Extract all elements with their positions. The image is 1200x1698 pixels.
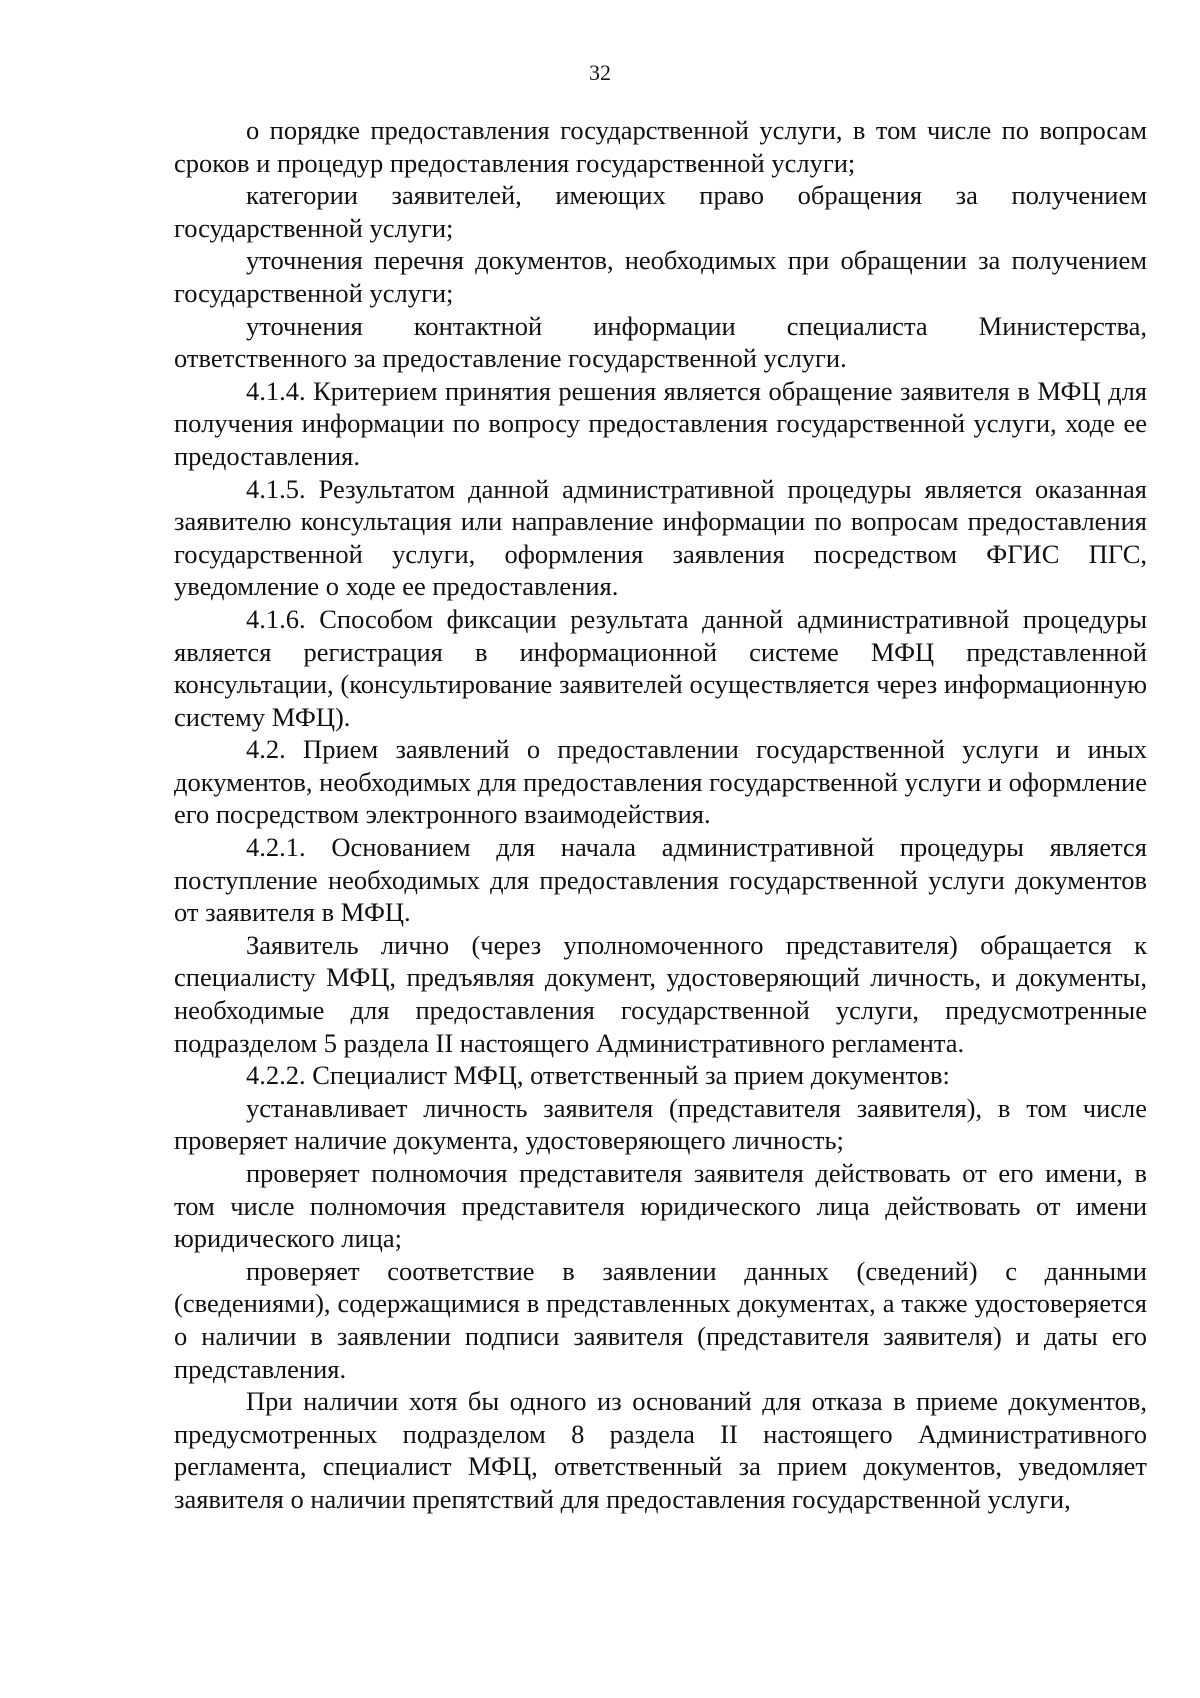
paragraph: проверяет соответствие в заявлении данных (сведений) с данными (сведениями), содержащимися в представленных документах, а также удостоверяется о наличии в заявлении подписи заявителя (представителя заявителя) и даты его представления. [174,1255,1147,1384]
page-number: 32 [589,60,611,85]
paragraph: проверяет полномочия представителя заявителя действовать от его имени, в том числе полномочия представителя юридического лица действовать от имени юридического лица; [174,1158,1147,1254]
paragraph: устанавливает личность заявителя (представителя заявителя), в том числе проверяет наличие документа, удостоверяющего личность; [174,1092,1147,1156]
paragraph: 4.1.5. Результатом данной административной процедуры является оказанная заявителю консультация или направление информации по вопросам предоставления государственной услуги, оформления заявления посредством ФГИС ПГС, уведомление о ходе ее предоставления. [174,473,1147,602]
paragraph: 4.1.4. Критерием принятия решения является обращение заявителя в МФЦ для получения информации по вопросу предоставления государственной услуги, ходе ее предоставления. [174,375,1147,471]
paragraph: уточнения контактной информации специалиста Министерства, ответственного за предоставление государственной услуги. [174,310,1147,374]
paragraph: о порядке предоставления государственной услуги, в том числе по вопросам сроков и процедур предоставления государственной услуги; [174,115,1147,178]
paragraph: 4.2.2. Специалист МФЦ, ответственный за прием документов: [246,1060,950,1091]
paragraph: 4.2. Прием заявлений о предоставлении государственной услуги и иных документов, необходимых для предоставления государственной услуги и оформление его посредством электронного взаимодействия. [174,734,1147,830]
paragraph: уточнения перечня документов, необходимых при обращении за получением государственной услуги; [174,245,1147,308]
paragraph: 4.1.6. Способом фиксации результата данной административной процедуры является регистрация в информационной системе МФЦ представленной консультации, (консультирование заявителей осуществляется через информационную систему МФЦ). [174,603,1147,732]
document-body [174,114,1147,1516]
paragraph: При наличии хотя бы одного из оснований для отказа в приеме документов, предусмотренных подразделом 8 раздела II настоящего Административного регламента, специалист МФЦ, ответственный за прием документов, уведомляет заявителя о наличии препятствий для предоставления государственной услуги, [174,1386,1147,1514]
paragraph: 4.2.1. Основанием для начала административной процедуры является поступление необходимых для предоставления государственной услуги документов от заявителя в МФЦ. [174,832,1147,928]
paragraph: Заявитель лично (через уполномоченного представителя) обращается к специалисту МФЦ, предъявляя документ, удостоверяющий личность, и документы, необходимые для предоставления государственной услуги, предусмотренные подразделом 5 раздела II настоящего Административного регламента. [174,929,1147,1058]
paragraph: категории заявителей, имеющих право обращения за получением государственной услуги; [174,180,1147,243]
